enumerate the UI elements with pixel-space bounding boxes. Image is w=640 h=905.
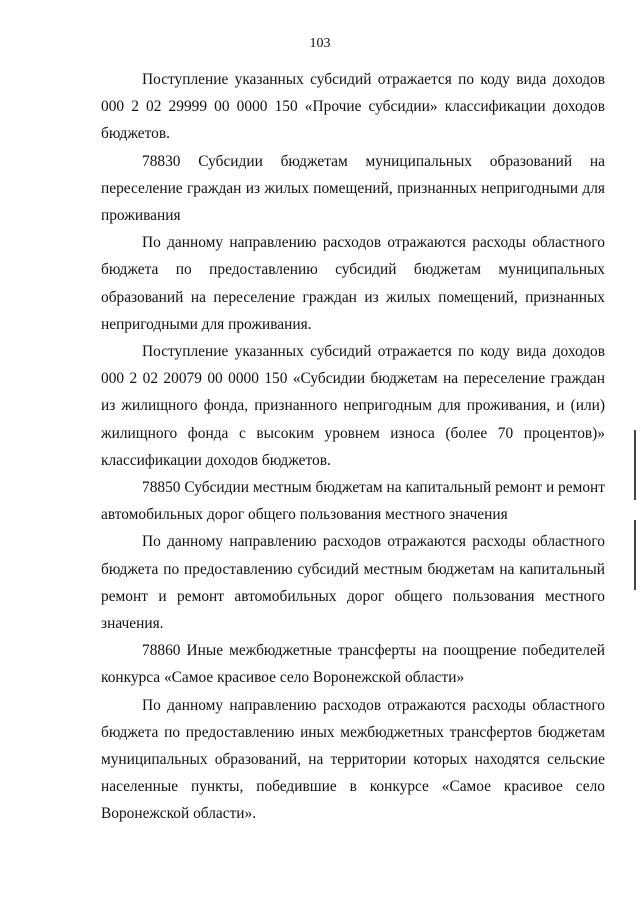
paragraph-78830-income-code: Поступление указанных субсидий отражается по коду вида доходов 000 2 02 20079 00 0000 150 «Субсидии бюджетам на переселение граждан из жилищного фонда, признанного непригодным для проживания, и (или) жилищного фонда с высоким уровнем износа (более 70 процентов)» классификации доходов бюджетов. — [101, 343, 605, 469]
scan-edge-mark — [634, 430, 636, 500]
document-body — [101, 66, 605, 828]
page-number: 103 — [309, 36, 331, 51]
paragraph-78850-description: По данному направлению расходов отражаются расходы областного бюджета по предоставлению субсидий местным бюджетам на капитальный ремонт и ремонт автомобильных дорог общего пользования местного значения. — [101, 533, 605, 633]
paragraph-78860-description: По данному направлению расходов отражаются расходы областного бюджета по предоставлению иных межбюджетных трансфертов бюджетам муниципальных образований, на территории которых находятся сельские населенные пункты, победившие в конкурсе «Самое красивое село Воронежской области». — [101, 696, 605, 823]
heading-78850: 78850 Субсидии местным бюджетам на капитальный ремонт и ремонт автомобильных дорог общего пользования местного значения — [101, 479, 605, 524]
paragraph-78830-description: По данному направлению расходов отражаются расходы областного бюджета по предоставлению субсидий бюджетам муниципальных образований на переселение граждан из жилых помещений, признанных непригодными для проживания. — [101, 234, 605, 333]
heading-78830: 78830 Субсидии бюджетам муниципальных образований на переселение граждан из жилых помещений, признанных непригодными для проживания — [101, 152, 605, 225]
scan-edge-mark — [634, 520, 636, 590]
paragraph-subsidy-income-code: Поступление указанных субсидий отражается по коду вида доходов 000 2 02 29999 00 0000 150 «Прочие субсидии» классификации доходов бюджетов. — [101, 71, 605, 143]
heading-78860: 78860 Иные межбюджетные трансферты на поощрение победителей конкурса «Самое красивое село Воронежской области» — [101, 642, 605, 687]
